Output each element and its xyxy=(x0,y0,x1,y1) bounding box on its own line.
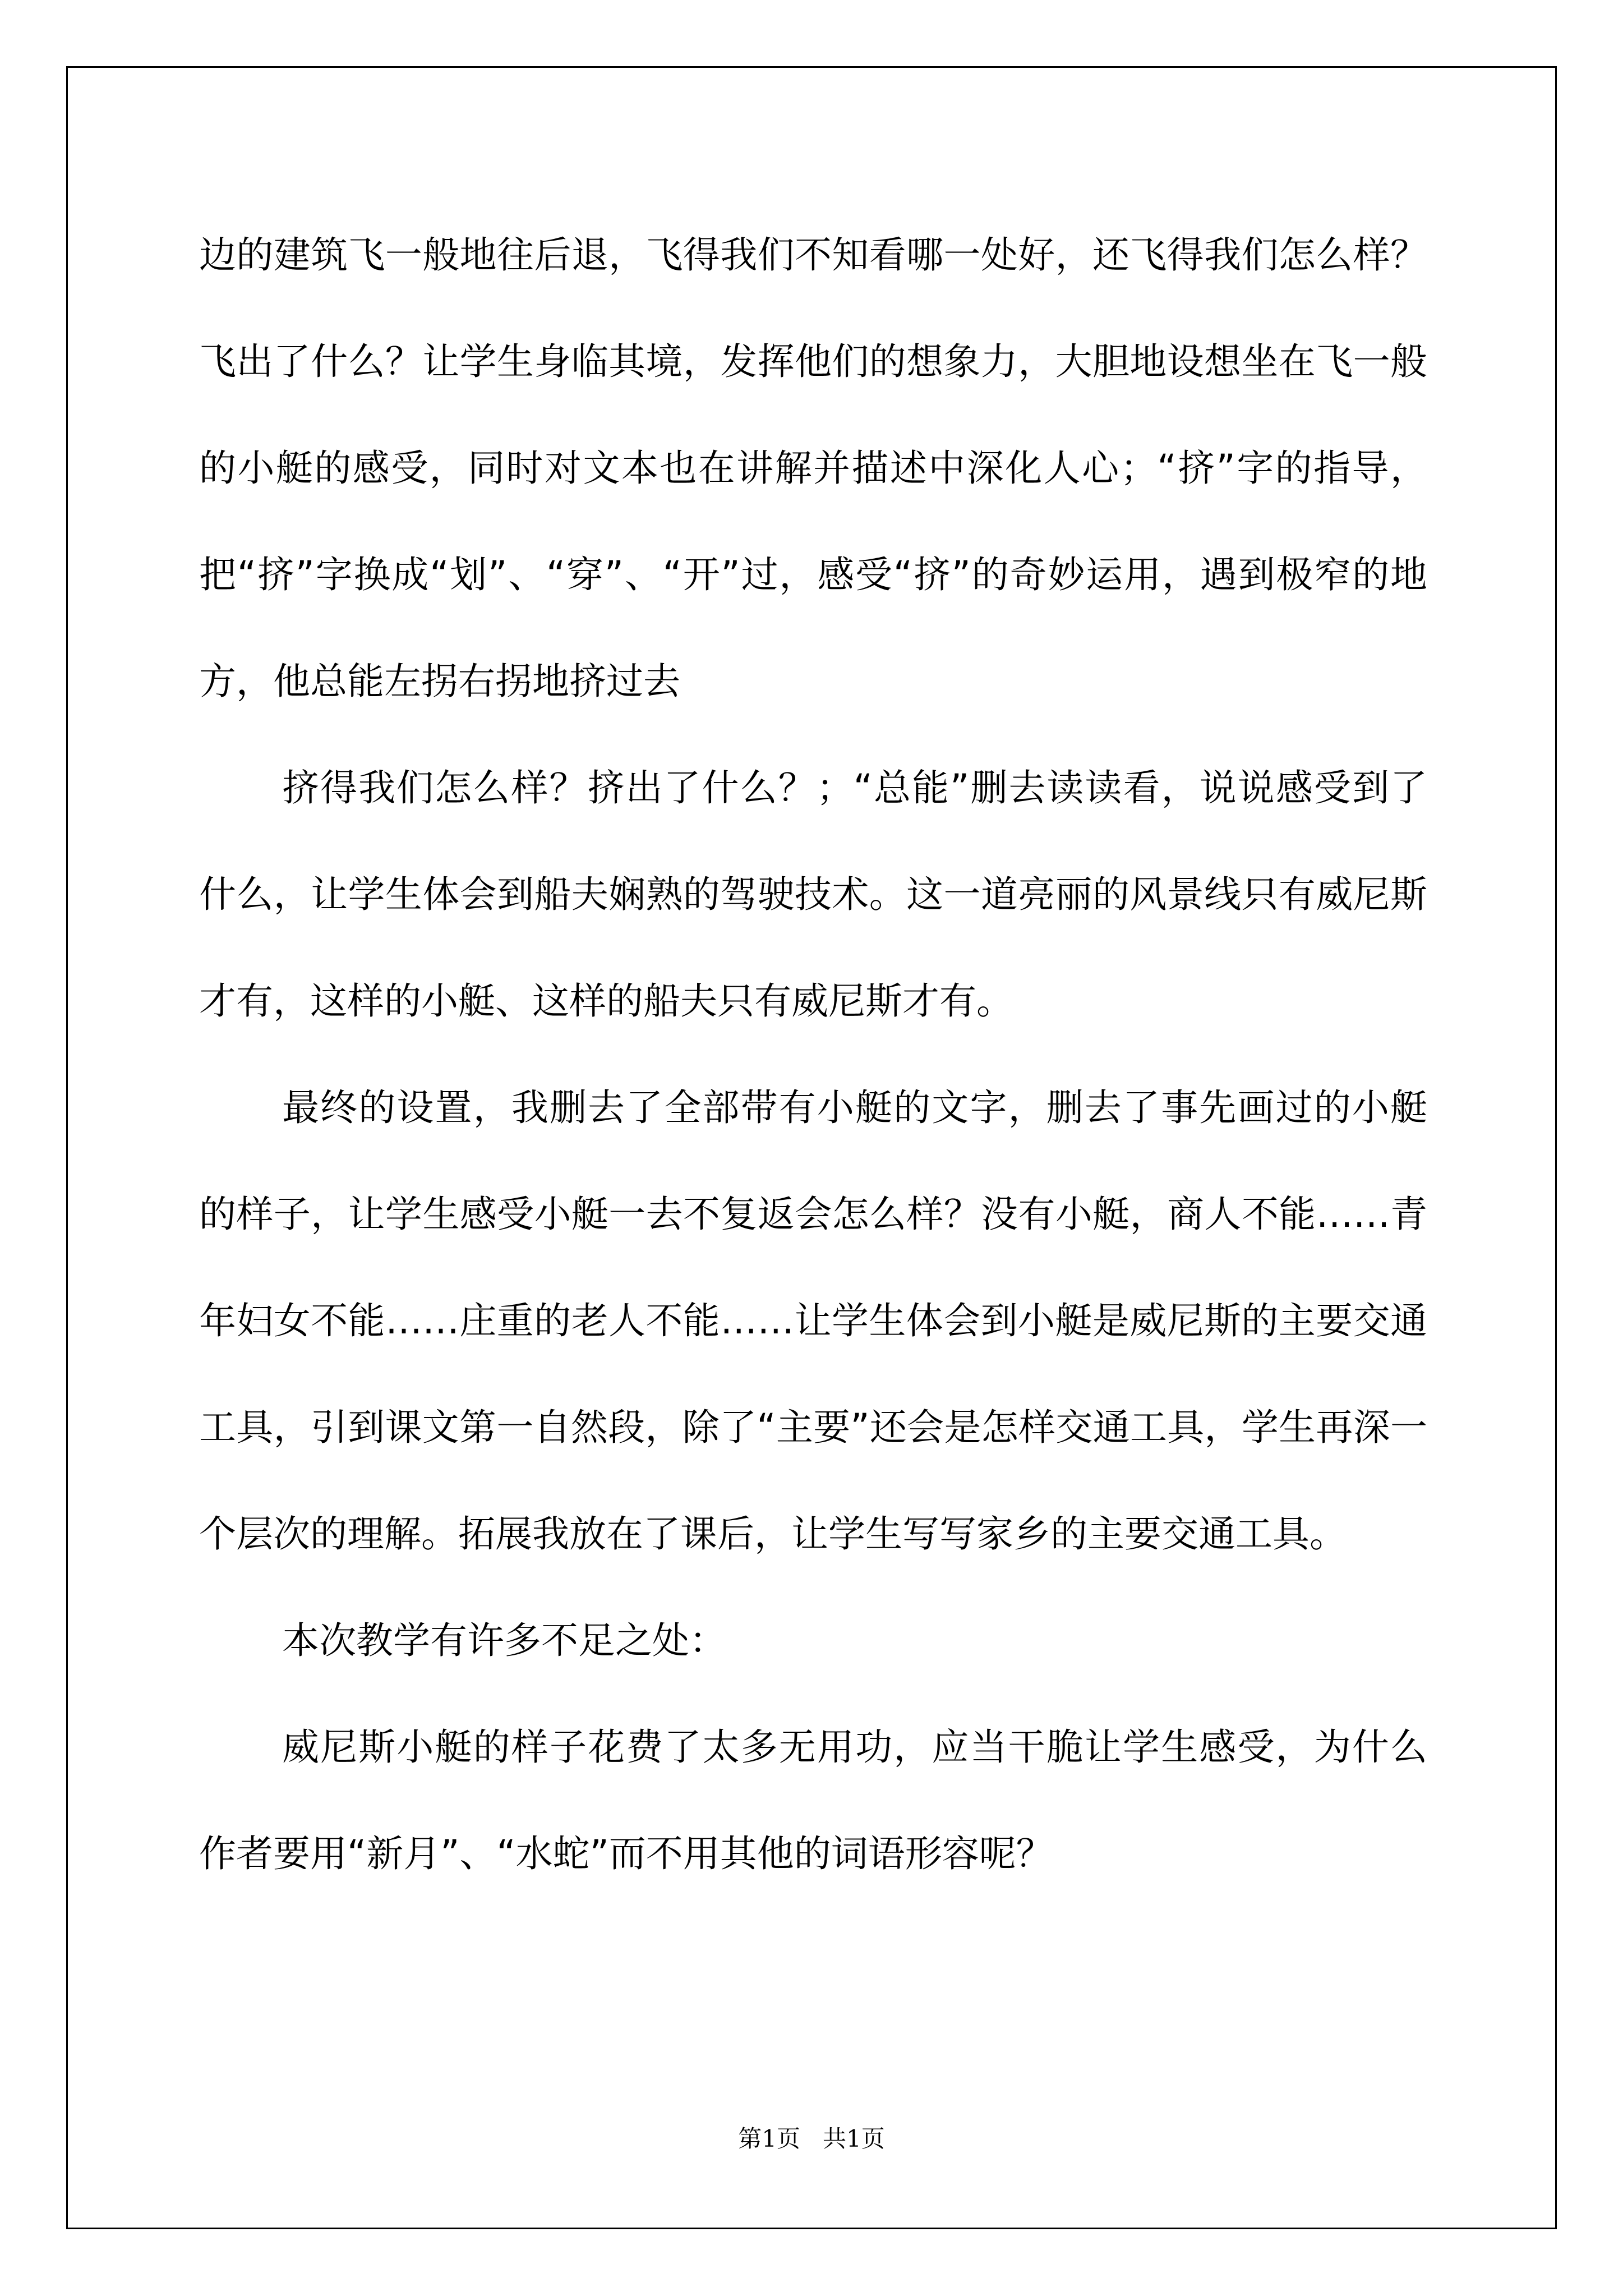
paragraph: 威尼斯小艇的样子花费了太多无用功，应当干脆让学生感受，为什么作者要用“新月”、“水蛇”而不用其他的词语形容呢？ xyxy=(199,1726,1427,1875)
paragraph-continuation: 边的建筑飞一般地往后退，飞得我们不知看哪一处好，还飞得我们怎么样？飞出了什么？让学生身临其境，发挥他们的想象力，大胆地设想坐在飞一般的小艇的感受，同时对文本也在讲解并描述中深化人心；“挤”字的指导，把“挤”字换成“划”、“穿”、“开”过，感受“挤”的奇妙运用，遇到极窄的地方，他总能左拐右拐地挤过去 xyxy=(199,233,1427,703)
paragraph: 最终的设置，我删去了全部带有小艇的文字，删去了事先画过的小艇的样子，让学生感受小艇一去不复返会怎么样？没有小艇，商人不能……青年妇女不能……庄重的老人不能……让学生体会到小艇是威尼斯的主要交通工具，引到课文第一自然段，除了“主要”还会是怎样交通工具，学生再深一个层次的理解。拓展我放在了课后，让学生写写家乡的主要交通工具。 xyxy=(199,1086,1427,1556)
page-total: 共1页 xyxy=(823,2125,885,2152)
paragraph: 本次教学有许多不足之处： xyxy=(282,1619,726,1662)
page-number: 第1页 xyxy=(738,2125,800,2152)
page-footer xyxy=(0,2120,1623,2154)
paragraph: 挤得我们怎么样？挤出了什么？；“总能”删去读读看，说说感受到了什么，让学生体会到船夫娴熟的驾驶技术。这一道亮丽的风景线只有威尼斯才有，这样的小艇、这样的船夫只有威尼斯才有。 xyxy=(199,766,1427,1023)
document-body xyxy=(199,202,1427,1907)
